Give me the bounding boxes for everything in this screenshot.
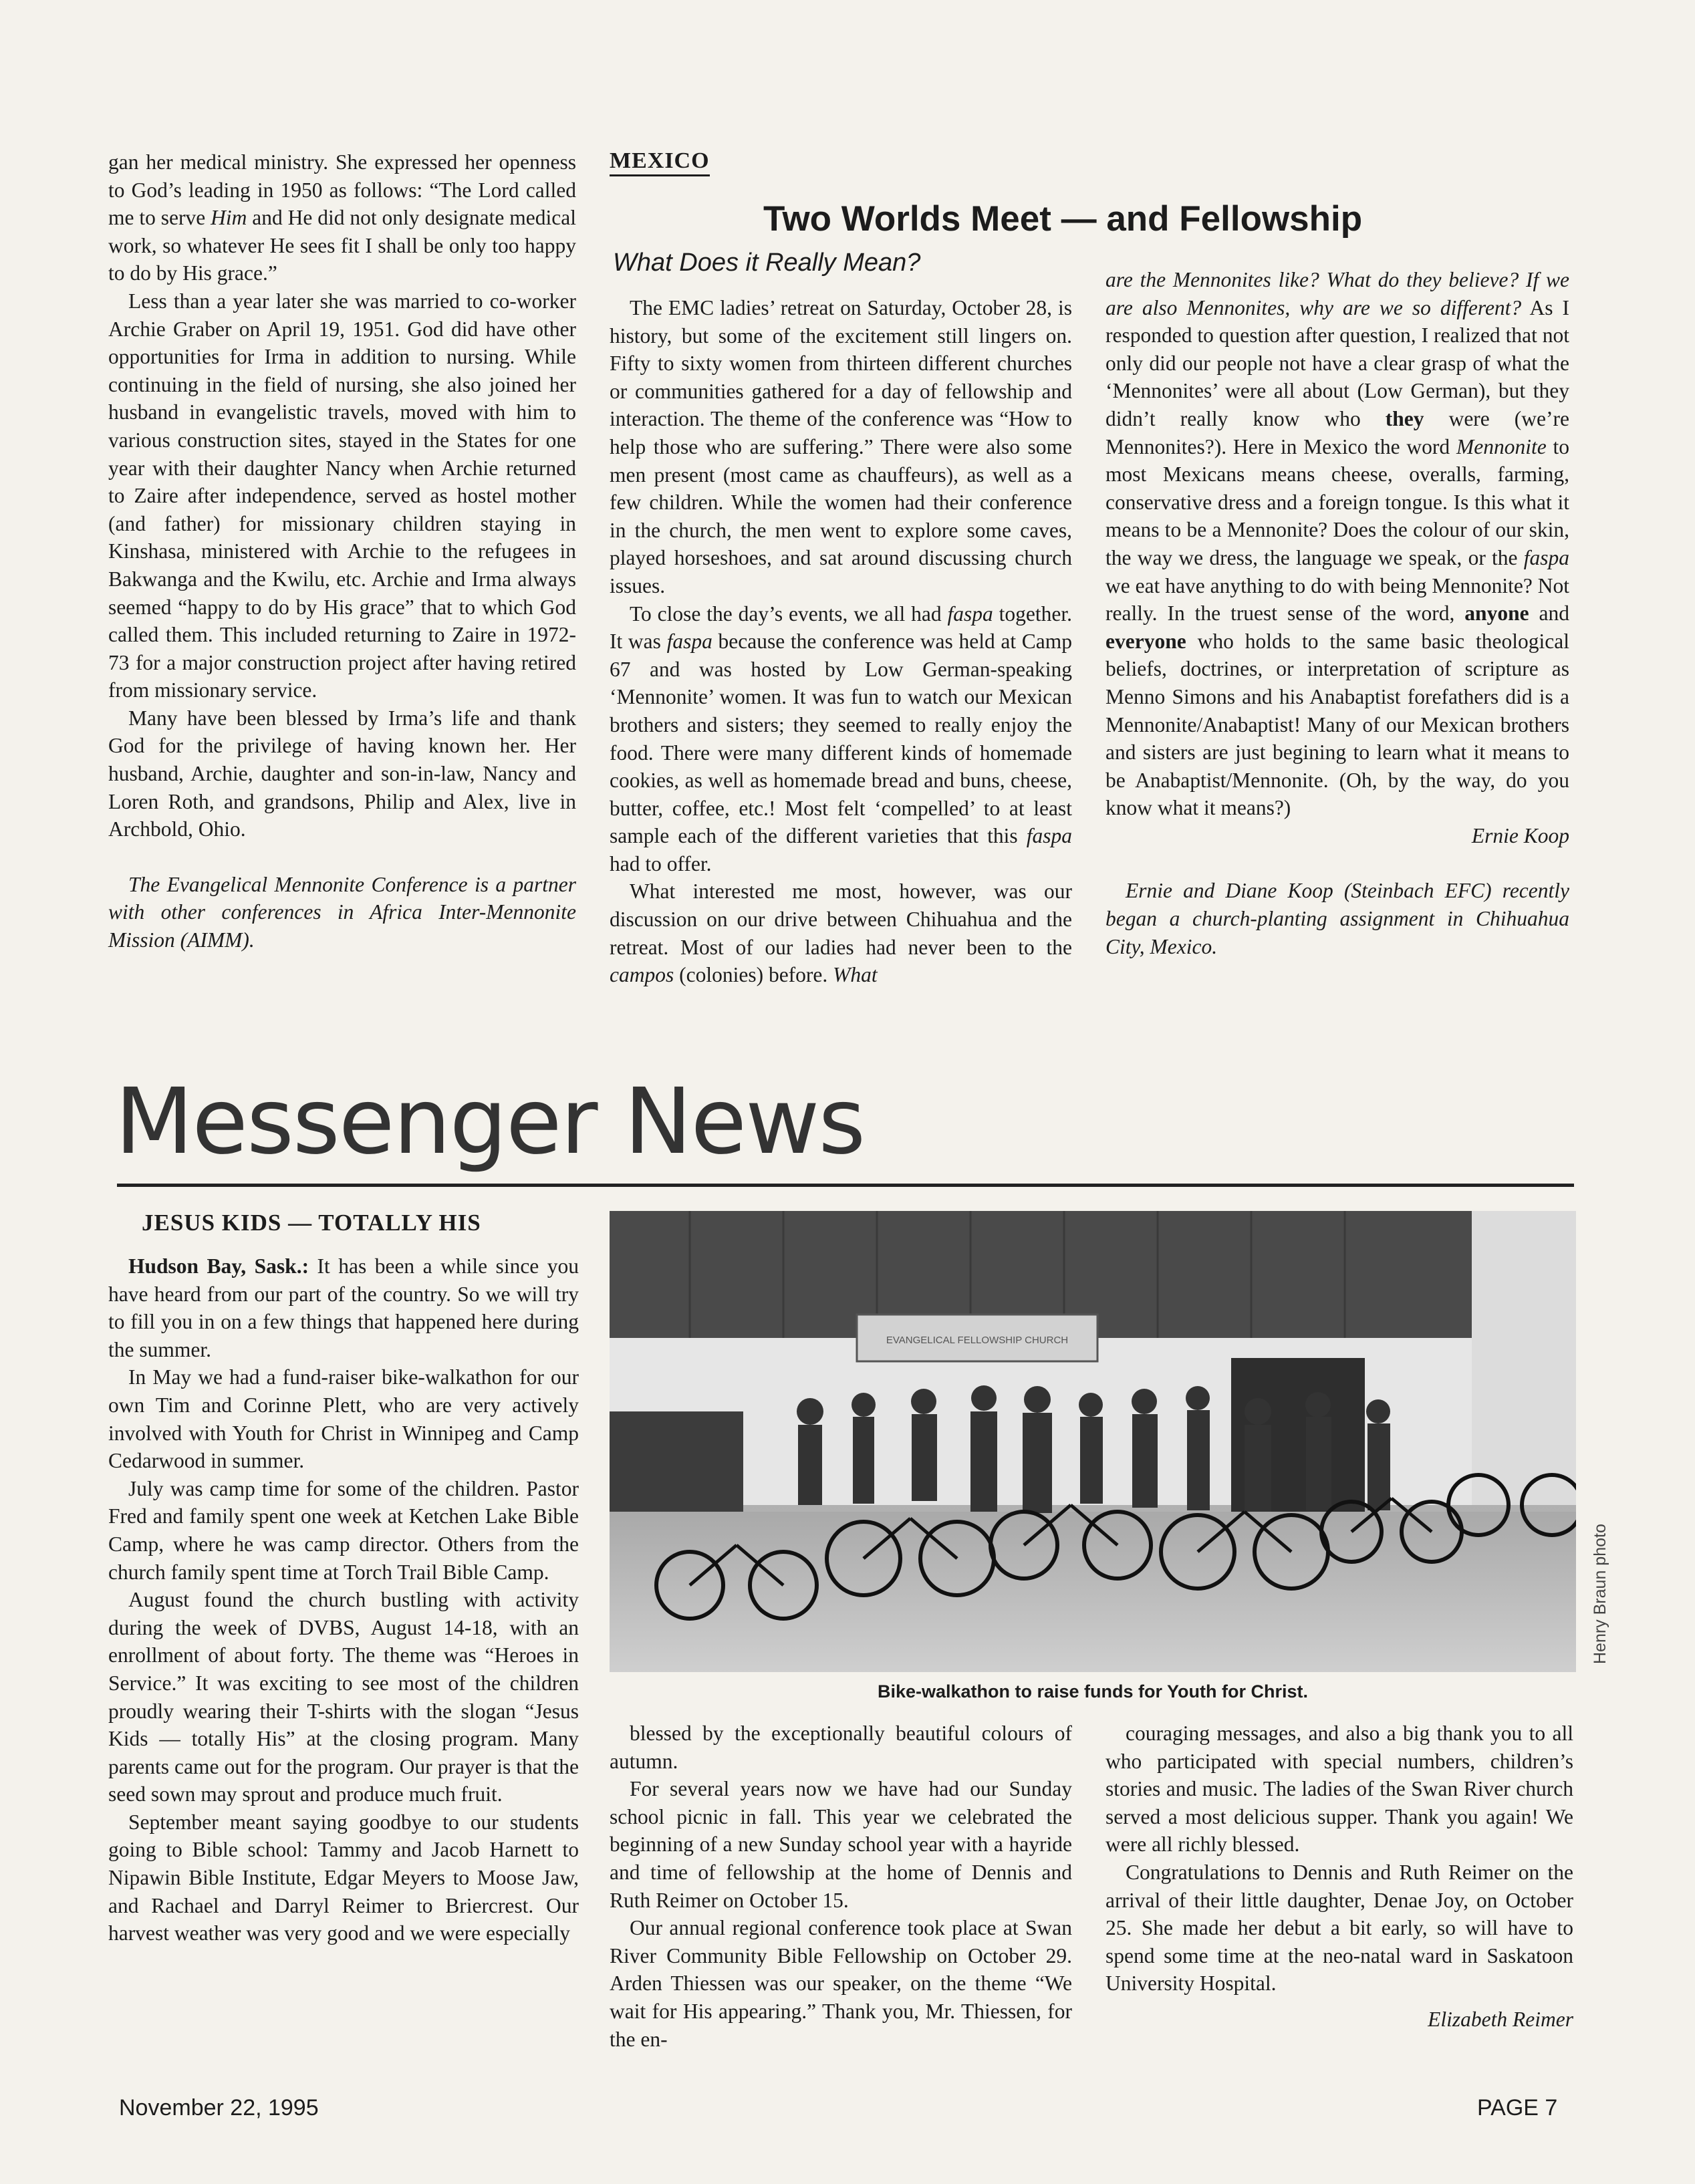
italic-text-run: Mennonite [1456, 434, 1547, 458]
kids-column-3-text [1105, 1720, 1573, 1998]
mexico-column-1 [610, 294, 1072, 989]
photo-credit: Henry Braun photo [1591, 1524, 1609, 1664]
text-run: and He did not only designate medical work, so whatever He sees fit I shall be only too happy to do by His grace.” [108, 206, 576, 285]
paragraph [610, 600, 1072, 878]
bold-text-run: Hudson Bay, Sask.: [128, 1254, 309, 1278]
text-run: to most Mexicans means cheese, overalls, farming, conservative dress and a foreign tongue. Is this what it means to be a Mennonite? Does the colour of our skin, the way we dress, the language we speak, or the [1105, 434, 1569, 569]
text-run: and [1529, 601, 1569, 626]
text-run: What interested me most, however, was our discussion on our drive between Chihuahua and the retreat. Most of our ladies had never been to the [610, 879, 1072, 959]
text-run: we eat have anything to do with being Mennonite? Not really. In the truest sense of the word, [1105, 573, 1569, 626]
text-run: because the conference was held at Camp 67 and was hosted by Low German-speaking ‘Mennonite’ women. It was fun to watch our Mexican brothers and sisters; they seemed to really enjoy the food. There were many different kinds of homemade cookies, as well as homemade bread and buns, cheese, butter, coffee, etc.! Most felt ‘compelled’ to at least sample each of the different varieties that this [610, 630, 1073, 848]
italic-text-run: Him [211, 206, 247, 230]
bold-text-run: anyone [1464, 601, 1529, 626]
text-run: Congratulations to Dennis and Ruth Reimer on the arrival of their little daughter, Denae Joy, on October 25. She made her debut a bit early, so will have to spend some time at the neo-natal ward in Saskatoon University Hospital. [1105, 1860, 1573, 1996]
kids-headline: JESUS KIDS — TOTALLY HIS [142, 1210, 481, 1236]
paragraph [610, 877, 1072, 988]
paragraph [610, 1914, 1072, 2053]
bike-walkathon-photo [610, 1211, 1576, 1672]
italic-text-run: faspa [1026, 824, 1072, 848]
footer-page-number: PAGE 7 [1477, 2095, 1558, 2121]
kids-column-2 [610, 1720, 1072, 2053]
text-run: July was camp time for some of the children. Pastor Fred and family spent one week at Ketchen Lake Bible Camp, where he was camp director. Others from the church family spent time at Torch Trail Bible Camp. [108, 1476, 579, 1584]
mexico-column-2 [1105, 266, 1569, 960]
mexico-tag-label: MEXICO [610, 148, 710, 176]
mexico-section-tag [610, 148, 710, 174]
italic-text-run: What [833, 963, 878, 987]
paragraph [610, 294, 1072, 600]
paragraph [108, 1586, 579, 1808]
paragraph [610, 1775, 1072, 1914]
photo-caption: Bike-walkathon to raise funds for Youth for Christ. [877, 1681, 1309, 1701]
text-run: (colonies) before. [674, 963, 833, 987]
italic-text-run: faspa [947, 601, 993, 626]
text-run: As I responded to question after question, I realized that not only did our people not have a clear grasp of what the ‘Mennonites’ were all about (Low German), but they didn’t really know who [1105, 295, 1569, 430]
paragraph [108, 1808, 579, 1947]
paragraph [610, 1720, 1072, 1775]
text-run: Many have been blessed by Irma’s life and thank God for the privilege of having known her. Her husband, Archie, daughter and son-in-law, Nancy and Loren Roth, and grandsons, Philip and Alex, live in Archbold, Ohio. [108, 706, 576, 841]
aimm-note: The Evangelical Mennonite Conference is a partner with other conferences in Africa Inter-Mennonite Mission (AIMM). [108, 872, 576, 952]
text-run: For several years now we have had our Sunday school picnic in fall. This year we celebrated the beginning of a new Sunday school year with a hayride and time of fellowship at the home of Dennis and Ruth Reimer on October 15. [610, 1777, 1072, 1912]
paragraph [1105, 1720, 1573, 1859]
text-run: together. It was [610, 601, 1072, 654]
paragraph [108, 1363, 579, 1474]
text-run: September meant saying goodbye to our students going to Bible school: Tammy and Jacob Harnett to Nipawin Bible Institute, Edgar Meyers to Moose Jaw, and Rachael and Darryl Reimer to Briercrest. Our harvest weather was very good and we were especially [108, 1810, 579, 1945]
paragraph [108, 1252, 579, 1363]
text-run: In May we had a fund-raiser bike-walkathon for our own Tim and Corinne Plett, who are very actively involved with Youth for Christ in Winnipeg and Camp Cedarwood in summer. [108, 1365, 579, 1473]
text-run: August found the church bustling with activity during the week of DVBS, August 14-18, with an enrollment of about forty. The theme was “Heroes in Service.” It was exciting to see most of the children proudly wearing their T-shirts with the slogan “Jesus Kids — totally His” at the closing program. Many parents came out for the program. Our prayer is that the seed sown may sprout and produce much fruit. [108, 1588, 579, 1806]
bold-text-run: they [1385, 406, 1424, 430]
paragraph [1105, 1859, 1573, 1998]
paragraph [108, 287, 576, 704]
mexico-bio: Ernie and Diane Koop (Steinbach EFC) recently began a church-planting assignment in Chihuahua City, Mexico. [1105, 879, 1569, 958]
text-run: The EMC ladies’ retreat on Saturday, October 28, is history, but some of the excitement still lingers on. Fifty to sixty women from thirteen different churches or communities gathered for a day of fellowship and interaction. The theme of the conference was “How to help those who are suffering.” There were also some men present (most came as chauffeurs), as well as a few children. While the women had their conference in the church, the men went to explore some caves, played horseshoes, and sat around discussing church issues. [610, 296, 1072, 597]
text-run: who holds to the same basic theological beliefs, doctrines, or interpretation of scripture as Menno Simons and his Anabaptist forefathers did is a Mennonite/Anabaptist! Many of our Mexican brothers and sisters are just begining to learn what it means to be Anabaptist/Mennonite. (Oh, by the way, do you know what it means?) [1105, 629, 1569, 820]
italic-text-run: are the Mennonites like? What do they believe? If we are also Mennonites, why are we so different? [1105, 268, 1569, 319]
kids-signature: Elizabeth Reimer [1428, 2007, 1573, 2031]
text-run: gan her medical ministry. She expressed her openness to God’s leading in 1950 as follows: “The Lord called me to serve [108, 150, 576, 230]
italic-text-run: faspa [1523, 545, 1569, 569]
italic-text-run: campos [610, 963, 674, 987]
photo-scene [610, 1211, 1576, 1672]
text-run: had to offer. [610, 851, 712, 875]
paragraph [108, 1475, 579, 1586]
paragraph [108, 148, 576, 287]
italic-text-run: faspa [666, 630, 712, 654]
church-sign-text: EVANGELICAL FELLOWSHIP CHURCH [886, 1335, 1069, 1346]
mexico-subhead: What Does it Really Mean? [613, 249, 921, 277]
bold-text-run: everyone [1105, 629, 1186, 653]
text-run: To close the day’s events, we all had [630, 601, 948, 626]
footer-date: November 22, 1995 [119, 2095, 319, 2121]
text-run: It has been a while since you have heard from our part of the country. So we will try to fill you in on a few things that happened here during the summer. [108, 1254, 579, 1361]
mexico-headline: Two Worlds Meet — and Fellowship [763, 199, 1363, 239]
text-run: Less than a year later she was married to co-worker Archie Graber on April 19, 1951. God did have other opportunities for Irma in addition to nursing. While continuing in the field of nursing, she also joined her husband in evangelistic travels, moved with him to various construction sites, stayed in the States for one year with their daughter Nancy when Archie returned to Zaire after independence, served as hostel mother (and father) for missionary children staying in Kinshasa, ministered with Archie to the refugees in Bakwanga and the Kwilu, etc. Archie and Irma always seemed “happy to do by His grace” that to which God called them. This included returning to Zaire in 1972-73 for a major construction project after having retired from missionary service. [108, 289, 576, 702]
text-run: Our annual regional conference took place at Swan River Community Bible Fellowship on October 29. Arden Thiessen was our speaker, on the theme “We wait for His appearing.” Thank you, Mr. Thiessen, for the en- [610, 1916, 1072, 2051]
text-run: couraging messages, and also a big thank you to all who participated with special numbers, children’s stories and music. The ladies of the Swan River church served a most delicious supper. Thank you again! We were all richly blessed. [1105, 1722, 1573, 1857]
mexico-column-2-text [1105, 266, 1569, 822]
left-top-paragraphs [108, 148, 576, 843]
left-top-column [108, 148, 576, 954]
messenger-news-masthead: Messenger News [115, 1069, 865, 1175]
masthead-rule [117, 1184, 1574, 1187]
mexico-signature: Ernie Koop [1471, 823, 1569, 847]
kids-column-1 [108, 1252, 579, 1947]
paragraph [108, 704, 576, 843]
paragraph [1105, 266, 1569, 822]
kids-column-3 [1105, 1720, 1573, 2034]
text-run: were (we’re Mennonites?). Here in Mexico the word [1105, 406, 1569, 458]
text-run: blessed by the exceptionally beautiful colours of autumn. [610, 1722, 1072, 1773]
